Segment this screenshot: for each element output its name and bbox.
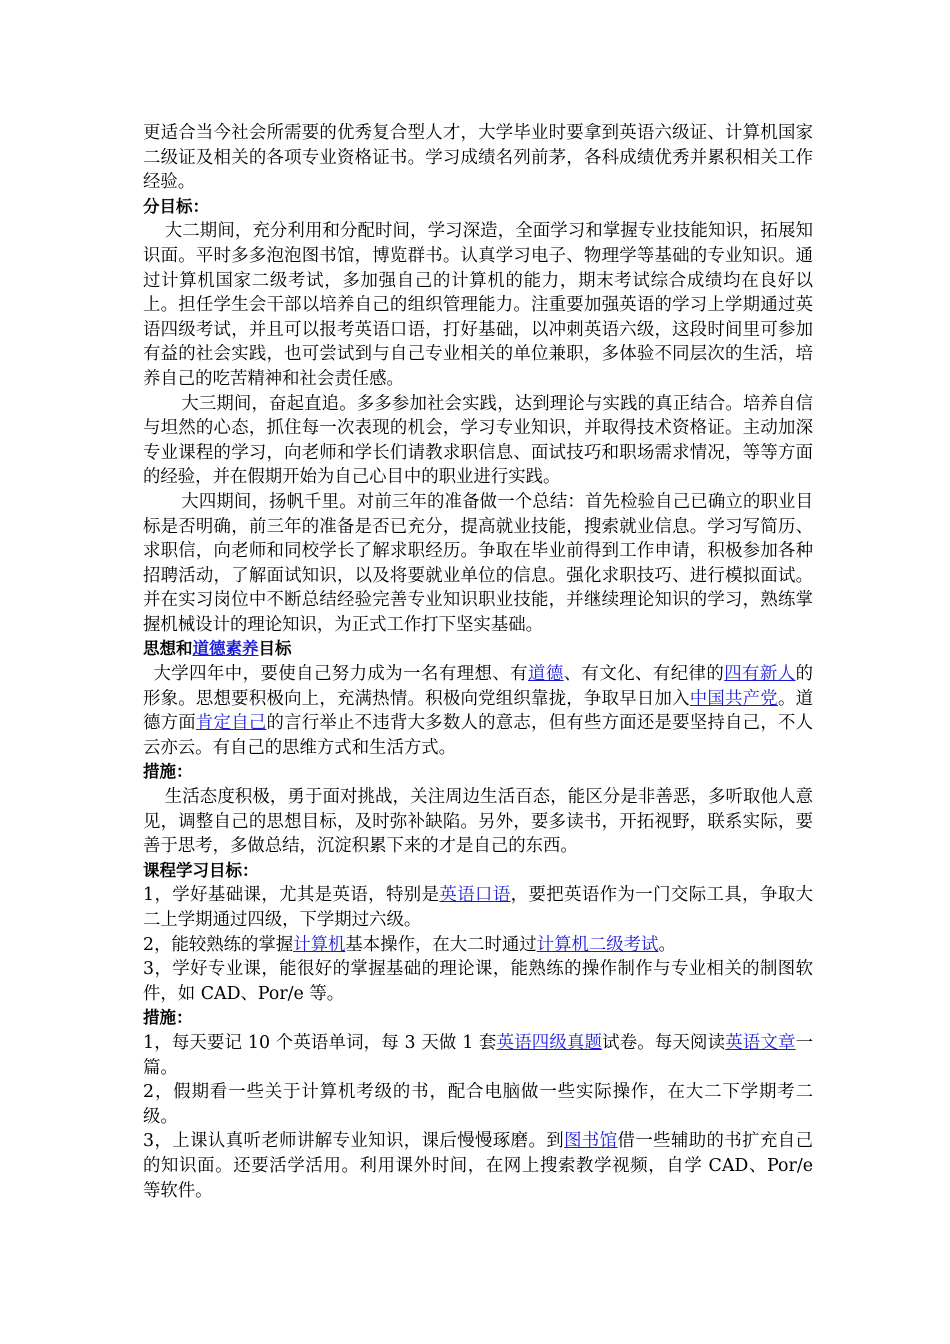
link-english-articles[interactable]: 英语文章 [725, 1032, 796, 1053]
heading-moral-goals [143, 637, 813, 662]
heading-moral-text-a: 思想和 [143, 639, 193, 659]
link-affirm-self[interactable]: 肯定自己 [195, 713, 267, 734]
measures1-paragraph: 生活态度积极，勇于面对挑战，关注周边生活百态，能区分是非善恶，多听取他人意见，调整自己的思想目标，及时弥补缺陷。另外，要多读书，开拓视野，联系实际，要善于思考，多做总结，沉淀积累下来的才是自己的东西。 [143, 787, 813, 857]
link-cet4-papers[interactable]: 英语四级真题 [496, 1032, 603, 1053]
measure1-text-3: 一篇。 [143, 1032, 813, 1078]
course1-text-2: ，要把英语作为一门交际工具，争取大二上学期通过四级，下学期过六级。 [143, 885, 813, 930]
measure3-text-1: 3，上课认真听老师讲解专业知识，课后慢慢琢磨。到 [143, 1131, 565, 1152]
heading-sub-goals: 分目标： [143, 196, 209, 216]
course2-text-1: 2，能较熟练的掌握 [143, 934, 294, 955]
measure-item-3 [143, 1129, 813, 1203]
measure3-text-2: 借一些辅助的书扩充自己的知识面。还要活学活用。利用课外时间，在网上搜索教学视频，自学 CAD、Por/e 等软件。 [143, 1131, 813, 1201]
link-library[interactable]: 图书馆 [564, 1131, 618, 1152]
year4-paragraph: 大四期间，扬帆千里。对前三年的准备做一个总结：首先检验自己已确立的职业目标是否明确，前三年的准备是否已充分，提高就业技能，搜索就业信息。学习写简历、求职信，向老师和同校学长了解求职经历。争取在毕业前得到工作申请，积极参加各种招聘活动，了解面试知识，以及将要就业单位的信息。强化求职技巧、进行模拟面试。并在实习岗位中不断总结经验完善专业知识职业技能，并继续理论知识的学习，熟练掌握机械设计的理论知识，为正式工作打下坚实基础。 [143, 491, 813, 635]
link-four-haves[interactable]: 四有新人 [724, 664, 796, 685]
heading-moral-text-b: 目标 [258, 639, 292, 659]
course-item-2 [143, 933, 813, 958]
measure1-text-2: 试卷。每天阅读 [602, 1032, 726, 1053]
course2-text-2: 基本操作，在大二时通过 [345, 934, 537, 955]
link-computer[interactable]: 计算机 [293, 934, 346, 955]
moral-text-2: 、有文化、有纪律的 [563, 664, 725, 685]
document-page [143, 121, 813, 1203]
link-computer-level2-exam[interactable]: 计算机二级考试 [536, 934, 659, 955]
course-item-3: 3，学好专业课，能很好的掌握基础的理论课，能熟练的操作制作与专业相关的制图软件，如 CAD、Por/e 等。 [143, 959, 813, 1004]
link-morality[interactable]: 道德 [528, 664, 564, 685]
heading-course-goals: 课程学习目标： [143, 860, 259, 880]
moral-text-4: 。道德方面 [143, 688, 813, 734]
moral-text-5: 的言行举止不违背大多数人的意志，但有些方面还是要坚持自己，不人云亦云。有自己的思维方式和生活方式。 [143, 713, 813, 758]
year2-paragraph: 大二期间，充分利用和分配时间，学习深造，全面学习和掌握专业技能知识，拓展知识面。平时多多泡泡图书馆，博览群书。认真学习电子、物理学等基础的专业知识。通过计算机国家二级考试，多加强自己的计算机的能力，期末考试综合成绩均在良好以上。担任学生会干部以培养自己的组织管理能力。注重要加强英语的学习上学期通过英语四级考试，并且可以报考英语口语，打好基础，以冲刺英语六级，这段时间里可参加有益的社会实践，也可尝试到与自己专业相关的单位兼职，多体验不同层次的生活，培养自己的吃苦精神和社会责任感。 [143, 221, 813, 389]
year3-paragraph: 大三期间，奋起直追。多多参加社会实践，达到理论与实践的真正结合。培养自信与坦然的心态，抓住每一次表现的机会，学习专业知识，并取得技术资格证。主动加深专业课程的学习，向老师和学长们请教求职信息、面试技巧和职场需求情况，等等方面的经验，并在假期开始为自己心目中的职业进行实践。 [143, 393, 813, 488]
heading-measures-2: 措施： [143, 1008, 193, 1028]
link-spoken-english[interactable]: 英语口语 [439, 885, 511, 906]
course1-text-1: 1，学好基础课，尤其是英语，特别是 [143, 885, 440, 906]
moral-paragraph [143, 662, 813, 760]
intro-paragraph: 更适合当今社会所需要的优秀复合型人才，大学毕业时要拿到英语六级证、计算机国家二级证及相关的各项专业资格证书。学习成绩名列前茅，各科成绩优秀并累积相关工作经验。 [143, 123, 813, 193]
link-cpc[interactable]: 中国共产党 [689, 688, 778, 709]
heading-measures-1: 措施： [143, 762, 193, 782]
measure1-text-1: 1，每天要记 10 个英语单词，每 3 天做 1 套 [143, 1032, 497, 1053]
link-moral-quality[interactable]: 道德素养 [192, 639, 259, 659]
moral-text-3: 的形象。思想要积极向上，充满热情。积极向党组织靠拢，争取早日加入 [143, 664, 813, 709]
measure-item-1 [143, 1031, 813, 1080]
measure-item-2: 2，假期看一些关于计算机考级的书，配合电脑做一些实际操作，在大二下学期考二级。 [143, 1082, 813, 1127]
moral-text-1: 大学四年中，要使自己努力成为一名有理想、有 [153, 664, 528, 685]
course2-text-3: 。 [658, 934, 676, 955]
course-item-1 [143, 883, 813, 932]
